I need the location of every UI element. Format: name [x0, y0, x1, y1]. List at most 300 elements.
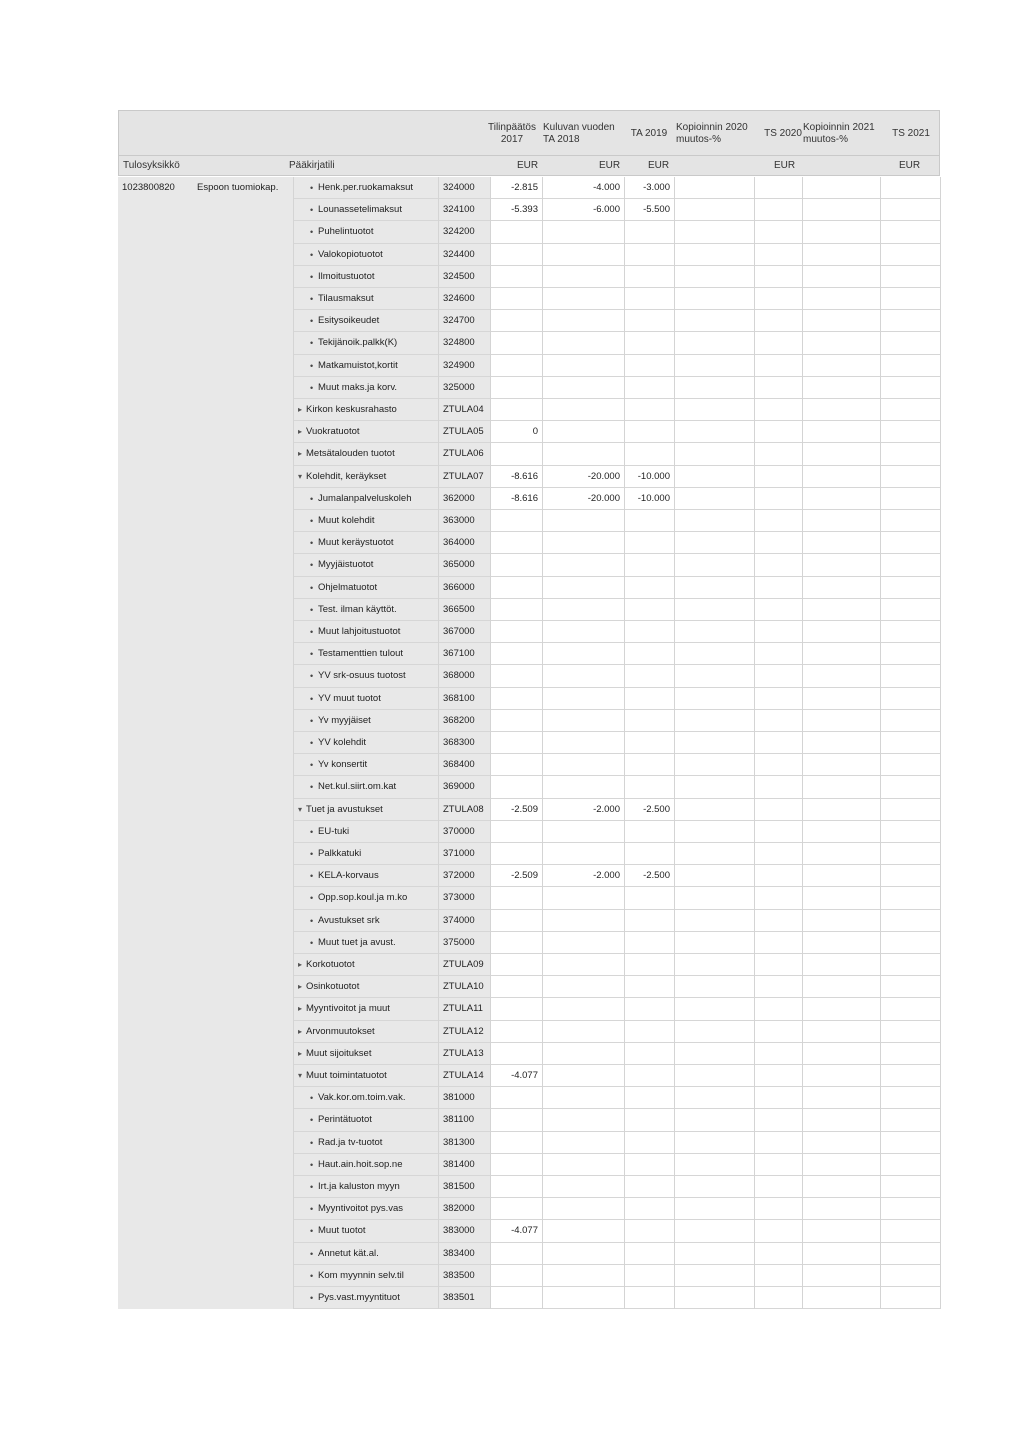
value-ta2019	[624, 1109, 670, 1131]
account-code: ZTULA10	[439, 976, 490, 998]
account-code: 324500	[439, 266, 490, 288]
bullet-icon: •	[310, 693, 314, 704]
column-header-row	[118, 110, 940, 156]
value-ta2018	[542, 621, 620, 643]
account-code: 324100	[439, 199, 490, 221]
bullet-icon: •	[310, 493, 314, 504]
value-tp2017	[490, 1109, 538, 1131]
account-label: Palkkatuki	[318, 848, 362, 859]
collapsed-triangle-icon[interactable]: ▸	[298, 405, 303, 414]
bullet-icon: •	[310, 338, 314, 349]
value-ta2019	[624, 1065, 670, 1087]
value-ta2019	[624, 1087, 670, 1109]
account-label: Haut.ain.hoit.sop.ne	[318, 1158, 403, 1170]
row-divider	[293, 1308, 940, 1309]
ledger-row[interactable]	[118, 466, 940, 488]
ledger-row[interactable]	[118, 1043, 940, 1065]
account-code: 367000	[439, 621, 490, 643]
ledger-row[interactable]	[118, 532, 940, 554]
bullet-icon: •	[310, 1270, 314, 1281]
account-label: Jumalanpalveluskoleh	[318, 492, 412, 504]
unit-tp2017: EUR	[517, 160, 539, 171]
account-label-cell	[294, 1220, 438, 1242]
account-label: Tuet ja avustukset	[306, 803, 383, 815]
bullet-icon: •	[310, 738, 314, 748]
account-code: 383500	[439, 1265, 490, 1287]
account-code: ZTULA05	[439, 421, 490, 443]
value-ta2019: -3.000	[643, 182, 670, 193]
account-label: EU-tuki	[318, 825, 350, 837]
value-ta2018	[542, 1220, 620, 1242]
account-code: 370000	[439, 821, 490, 843]
value-tp2017	[490, 688, 538, 710]
account-code: 373000	[439, 887, 490, 909]
ledger-row[interactable]	[118, 355, 940, 377]
expanded-triangle-icon[interactable]: ▾	[298, 1071, 303, 1080]
value-ta2018	[542, 665, 620, 687]
account-code: 364000	[439, 532, 490, 554]
value-ta2019	[624, 443, 670, 465]
bullet-icon: •	[310, 227, 314, 238]
value-ta2019	[624, 1154, 670, 1176]
account-label: Valokopiotuotot	[318, 248, 383, 260]
value-tp2017	[490, 932, 538, 954]
value-tp2017	[490, 976, 538, 998]
account-code: 383501	[439, 1287, 490, 1309]
value-tp2017: -5.393	[511, 204, 538, 216]
ledger-row[interactable]	[118, 998, 940, 1020]
value-ta2019	[624, 688, 670, 710]
header-tp2017: Tilinpäätös 2017	[488, 122, 536, 145]
header-ta2018: Kuluvan vuoden TA 2018	[543, 122, 615, 145]
account-code: 374000	[439, 910, 490, 932]
ledger-row[interactable]	[118, 199, 940, 221]
bullet-icon: •	[310, 1293, 314, 1303]
account-label: Kom myynnin selv.til	[318, 1269, 404, 1281]
account-label-cell	[294, 821, 438, 843]
ledger-row[interactable]	[118, 266, 940, 288]
grid-line	[490, 177, 491, 1309]
ledger-row[interactable]	[118, 1021, 940, 1043]
ledger-row[interactable]	[118, 377, 940, 399]
value-ta2019	[624, 554, 670, 576]
value-tp2017	[490, 1265, 538, 1287]
value-ta2018	[542, 288, 620, 310]
value-ta2018	[542, 1065, 620, 1087]
value-ta2018	[542, 221, 620, 243]
value-tp2017	[490, 332, 538, 354]
ledger-row[interactable]	[118, 865, 940, 887]
value-tp2017	[490, 288, 538, 310]
bullet-icon: •	[310, 538, 314, 549]
bullet-icon: •	[310, 1204, 314, 1215]
bullet-icon: •	[310, 715, 314, 726]
value-ta2019	[624, 754, 670, 776]
account-label: Myyntivoitot pys.vas	[318, 1203, 403, 1215]
value-ta2018	[542, 887, 620, 909]
collapsed-triangle-icon[interactable]: ▸	[298, 960, 303, 969]
value-ta2019	[624, 288, 670, 310]
account-label: Annetut kät.al.	[318, 1247, 379, 1259]
collapsed-triangle-icon[interactable]: ▸	[298, 982, 303, 992]
account-label: Puhelintuotot	[318, 226, 374, 238]
header-tulosyksikko: Tulosyksikkö	[123, 160, 180, 171]
bullet-icon: •	[310, 1226, 314, 1237]
value-tp2017	[490, 1198, 538, 1220]
account-code: 325000	[439, 377, 490, 399]
value-tp2017: -2.509	[511, 803, 538, 815]
account-code: ZTULA08	[439, 799, 490, 821]
account-label: Yv konsertit	[318, 759, 368, 771]
ledger-row[interactable]	[118, 821, 940, 843]
collapsed-triangle-icon[interactable]: ▸	[298, 1048, 303, 1058]
value-ta2018: -2.000	[593, 803, 620, 815]
account-code: 324900	[439, 355, 490, 377]
value-ta2019	[624, 821, 670, 843]
account-code: 383400	[439, 1243, 490, 1265]
account-code: 381000	[439, 1087, 490, 1109]
ledger-row[interactable]	[118, 1243, 940, 1265]
value-tp2017: -4.077	[511, 1070, 538, 1081]
account-label: YV muut tuotot	[318, 692, 381, 704]
ledger-row[interactable]	[118, 688, 940, 710]
value-ta2018	[542, 998, 620, 1020]
account-label: Testamenttien tulout	[318, 648, 404, 660]
value-ta2018	[542, 532, 620, 554]
bullet-icon: •	[310, 294, 314, 304]
value-ta2018	[542, 310, 620, 332]
ledger-row[interactable]	[118, 887, 940, 909]
grid-line	[880, 177, 881, 1309]
account-code: ZTULA04	[439, 399, 490, 421]
value-ta2019	[624, 1176, 670, 1198]
value-tp2017	[490, 1043, 538, 1065]
value-ta2019: -2.500	[643, 870, 670, 882]
bullet-icon: •	[310, 560, 314, 571]
value-tp2017: 0	[532, 426, 538, 438]
value-ta2018	[542, 1265, 620, 1287]
ledger-row[interactable]	[118, 554, 940, 576]
value-tp2017	[490, 554, 538, 576]
bullet-icon: •	[310, 627, 314, 637]
bullet-icon: •	[310, 915, 314, 926]
value-ta2018	[542, 932, 620, 954]
value-ta2019	[624, 1243, 670, 1265]
value-ta2018	[542, 1109, 620, 1131]
account-label: Kirkon keskusrahasto	[306, 404, 397, 415]
bullet-icon: •	[310, 1137, 314, 1148]
ledger-row[interactable]	[118, 1087, 940, 1109]
account-code: 363000	[439, 510, 490, 532]
account-label: Muut toimintatuotot	[306, 1070, 387, 1081]
account-code: 368400	[439, 754, 490, 776]
ledger-row[interactable]	[118, 1220, 940, 1242]
account-code: 324800	[439, 332, 490, 354]
value-ta2019	[624, 998, 670, 1020]
value-ta2019: -2.500	[643, 803, 670, 815]
account-label: Muut kolehdit	[318, 515, 375, 526]
collapsed-triangle-icon[interactable]: ▸	[298, 427, 303, 437]
value-ta2018	[542, 732, 620, 754]
value-ta2018: -6.000	[593, 204, 620, 216]
account-code: ZTULA11	[439, 998, 490, 1020]
account-label: Kolehdit, keräykset	[306, 470, 387, 482]
account-label: Tekijänoik.palkk(K)	[318, 337, 398, 349]
account-code: 383000	[439, 1220, 490, 1242]
grid-line	[293, 177, 294, 1309]
value-tp2017	[490, 1087, 538, 1109]
unit-ta2018: EUR	[599, 160, 621, 171]
account-code: 324700	[439, 310, 490, 332]
value-tp2017	[490, 754, 538, 776]
ledger-row[interactable]	[118, 954, 940, 976]
account-label: KELA-korvaus	[318, 870, 379, 882]
ledger-row[interactable]	[118, 244, 940, 266]
value-ta2018	[542, 843, 620, 865]
value-ta2019	[624, 599, 670, 621]
ledger-row[interactable]	[118, 177, 940, 199]
ledger-row[interactable]	[118, 754, 940, 776]
account-label: Myyjäistuotot	[318, 559, 374, 571]
value-ta2018	[542, 776, 620, 798]
value-tp2017: -2.815	[511, 182, 538, 193]
value-ta2018	[542, 421, 620, 443]
value-ta2019	[624, 1132, 670, 1154]
account-label: Ilmoitustuotot	[318, 270, 375, 282]
account-label: Rad.ja tv-tuotot	[318, 1136, 383, 1148]
bullet-icon: •	[310, 826, 314, 837]
account-label: Vak.kor.om.toim.vak.	[318, 1092, 406, 1104]
value-ta2018	[542, 1243, 620, 1265]
value-ta2018	[542, 244, 620, 266]
value-ta2019	[624, 843, 670, 865]
grid-line	[940, 177, 941, 1309]
value-ta2018: -4.000	[593, 182, 620, 193]
value-tp2017	[490, 643, 538, 665]
value-ta2019	[624, 732, 670, 754]
ledger-row[interactable]	[118, 976, 940, 998]
bullet-icon: •	[310, 649, 314, 660]
bullet-icon: •	[310, 760, 314, 771]
unit-code: 1023800820	[122, 182, 175, 193]
value-ta2018	[542, 821, 620, 843]
bullet-icon: •	[310, 849, 314, 859]
expanded-triangle-icon[interactable]: ▾	[298, 804, 303, 814]
account-label: Metsätalouden tuotot	[306, 448, 395, 460]
value-tp2017	[490, 532, 538, 554]
value-tp2017	[490, 377, 538, 399]
ledger-row[interactable]	[118, 710, 940, 732]
unit-ts2020: EUR	[774, 160, 796, 171]
value-ta2019	[624, 421, 670, 443]
value-ta2019	[624, 577, 670, 599]
ledger-row[interactable]	[118, 421, 940, 443]
value-tp2017	[490, 1176, 538, 1198]
value-tp2017	[490, 1154, 538, 1176]
account-code: 371000	[439, 843, 490, 865]
header-ta2019: TA 2019	[630, 128, 668, 139]
account-code: 372000	[439, 865, 490, 887]
bullet-icon: •	[310, 360, 314, 371]
value-tp2017	[490, 599, 538, 621]
value-tp2017	[490, 266, 538, 288]
account-label: Muut sijoitukset	[306, 1047, 372, 1059]
bullet-icon: •	[310, 1248, 314, 1259]
value-ta2018	[542, 443, 620, 465]
value-ta2018	[542, 643, 620, 665]
ledger-row[interactable]	[118, 288, 940, 310]
ledger-row[interactable]	[118, 221, 940, 243]
ledger-row[interactable]	[118, 643, 940, 665]
header-kop2021: Kopioinnin 2021 muutos-%	[803, 122, 875, 145]
value-ta2018	[542, 754, 620, 776]
value-ta2019: -10.000	[637, 470, 670, 482]
value-tp2017	[490, 998, 538, 1020]
ledger-row[interactable]	[118, 1132, 940, 1154]
value-ta2018	[542, 1198, 620, 1220]
ledger-row[interactable]	[118, 332, 940, 354]
ledger-row[interactable]	[118, 443, 940, 465]
unit-name: Espoon tuomiokap.	[197, 182, 279, 193]
account-label: Irt.ja kaluston myyn	[318, 1181, 400, 1192]
account-code: ZTULA09	[439, 954, 490, 976]
value-ta2018	[542, 688, 620, 710]
expanded-triangle-icon[interactable]: ▾	[298, 471, 303, 481]
bullet-icon: •	[310, 382, 314, 393]
value-tp2017	[490, 910, 538, 932]
bullet-icon: •	[310, 604, 314, 615]
value-ta2019	[624, 244, 670, 266]
bullet-icon: •	[310, 782, 314, 793]
value-ta2019	[624, 1265, 670, 1287]
collapsed-triangle-icon[interactable]: ▸	[298, 449, 303, 459]
value-tp2017	[490, 665, 538, 687]
ledger-row[interactable]	[118, 621, 940, 643]
value-ta2018: -2.000	[593, 870, 620, 882]
ledger-row[interactable]	[118, 1198, 940, 1220]
value-ta2018	[542, 266, 620, 288]
value-ta2019: -5.500	[643, 204, 670, 216]
account-label: Lounassetelimaksut	[318, 204, 402, 216]
value-ta2019	[624, 332, 670, 354]
value-ta2019	[624, 665, 670, 687]
ledger-row[interactable]	[118, 488, 940, 510]
account-code: 362000	[439, 488, 490, 510]
value-ta2018	[542, 976, 620, 998]
header-paakirjatili: Pääkirjatili	[289, 160, 335, 171]
ledger-row[interactable]	[118, 1154, 940, 1176]
bullet-icon: •	[310, 937, 314, 948]
value-ta2019	[624, 1220, 670, 1242]
value-ta2018	[542, 355, 620, 377]
ledger-row[interactable]	[118, 799, 940, 821]
account-code: 324000	[439, 177, 490, 199]
value-tp2017	[490, 221, 538, 243]
value-tp2017	[490, 399, 538, 421]
value-ta2018	[542, 554, 620, 576]
value-ta2018	[542, 1043, 620, 1065]
bullet-icon: •	[310, 249, 314, 260]
account-label: Arvonmuutokset	[306, 1025, 375, 1037]
ledger-row[interactable]	[118, 310, 940, 332]
ledger-row[interactable]	[118, 1287, 940, 1309]
account-label: Avustukset srk	[318, 914, 380, 926]
account-label: Korkotuotot	[306, 959, 355, 970]
value-ta2018	[542, 1176, 620, 1198]
account-code: 368200	[439, 710, 490, 732]
ledger-row[interactable]	[118, 932, 940, 954]
account-code: ZTULA06	[439, 443, 490, 465]
account-code: 382000	[439, 1198, 490, 1220]
value-ta2019	[624, 377, 670, 399]
collapsed-triangle-icon[interactable]: ▸	[298, 1026, 303, 1036]
header-ts2021: TS 2021	[892, 128, 930, 139]
account-code: 324600	[439, 288, 490, 310]
bullet-icon: •	[310, 1159, 314, 1170]
ledger-row[interactable]	[118, 665, 940, 687]
value-ta2018	[542, 377, 620, 399]
value-tp2017	[490, 1132, 538, 1154]
account-label: Pys.vast.myyntituot	[318, 1292, 400, 1303]
ledger-row[interactable]	[118, 776, 940, 798]
grid-line	[674, 177, 675, 1309]
value-ta2019	[624, 976, 670, 998]
value-ta2019	[624, 310, 670, 332]
account-label: Muut keräystuotot	[318, 537, 394, 549]
ledger-row[interactable]	[118, 1176, 940, 1198]
value-tp2017	[490, 355, 538, 377]
bullet-icon: •	[310, 516, 314, 526]
grid-line	[802, 177, 803, 1309]
account-code: 324200	[439, 221, 490, 243]
value-ta2019	[624, 355, 670, 377]
unit-ta2019: EUR	[648, 160, 670, 171]
bullet-icon: •	[310, 871, 314, 882]
ledger-row[interactable]	[118, 732, 940, 754]
value-ta2018	[542, 510, 620, 532]
value-ta2018	[542, 1132, 620, 1154]
account-label: Net.kul.siirt.om.kat	[318, 781, 397, 793]
collapsed-triangle-icon[interactable]: ▸	[298, 1004, 303, 1014]
ledger-row[interactable]	[118, 1065, 940, 1087]
ledger-row[interactable]	[118, 577, 940, 599]
account-label: Muut tuotot	[318, 1225, 366, 1237]
value-tp2017	[490, 821, 538, 843]
value-ta2019	[624, 532, 670, 554]
ledger-row[interactable]	[118, 510, 940, 532]
value-ta2019	[624, 910, 670, 932]
ledger-row[interactable]	[118, 910, 940, 932]
grid-line	[542, 177, 543, 1309]
ledger-row[interactable]	[118, 399, 940, 421]
account-label: Muut tuet ja avust.	[318, 936, 396, 948]
ledger-row[interactable]	[118, 843, 940, 865]
value-ta2018	[542, 1087, 620, 1109]
value-ta2018: -20.000	[587, 492, 620, 504]
account-code: 369000	[439, 776, 490, 798]
value-ta2018	[542, 399, 620, 421]
ledger-row[interactable]	[118, 599, 940, 621]
value-ta2018	[542, 910, 620, 932]
account-label: Ohjelmatuotot	[318, 581, 378, 593]
account-code: 324400	[439, 244, 490, 266]
account-code: 366500	[439, 599, 490, 621]
value-ta2019	[624, 776, 670, 798]
account-label: Esitysoikeudet	[318, 315, 380, 327]
value-ta2018: -20.000	[587, 470, 620, 482]
ledger-row[interactable]	[118, 1265, 940, 1287]
ledger-row[interactable]	[118, 1109, 940, 1131]
